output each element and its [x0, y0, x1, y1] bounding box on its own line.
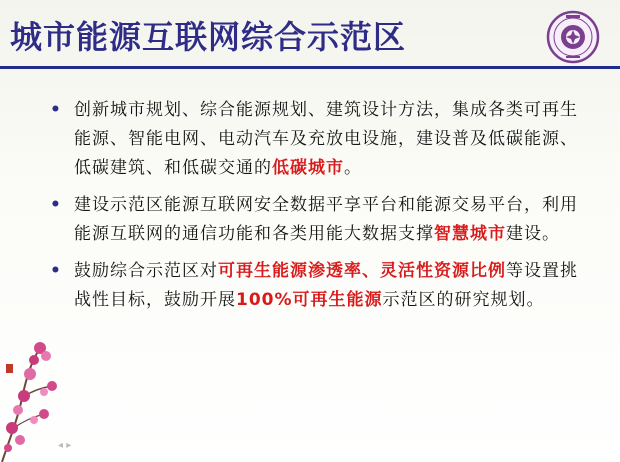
- title-divider: [0, 66, 620, 69]
- bullet-text: 建设示范区能源互联网安全数据平享平台和能源交易平台，利用能源互联网的通信功能和各类用能大数据支撑: [74, 195, 578, 244]
- bullet-item: [50, 96, 590, 183]
- emphasis-text: 100%可再生能源: [236, 290, 383, 310]
- bullet-item: [50, 257, 590, 315]
- bullet-text: 鼓励综合示范区对: [74, 261, 218, 281]
- bullet-marker: •: [50, 261, 62, 281]
- emphasis-text: 智慧城市: [434, 224, 506, 244]
- bullet-list: [50, 96, 590, 323]
- bullet-item: [50, 191, 590, 249]
- bullet-text: 建设。: [506, 224, 560, 244]
- artist-seal-icon: [6, 364, 13, 373]
- bullet-text: 。: [344, 158, 362, 178]
- university-seal-icon: [546, 10, 600, 64]
- emphasis-text: 可再生能源渗透率、灵活性资源比例: [218, 261, 506, 281]
- bullet-text: 等设置挑战性目标，鼓励开展: [74, 261, 578, 310]
- bullet-text: 创新城市规划、综合能源规划、建筑设计方法，集成各类可再生能源、智能电网、电动汽车及充放电设施，建设普及低碳能源、低碳建筑、和低碳交通的: [74, 100, 578, 178]
- slide-nav-icon[interactable]: ◂ ▸: [58, 440, 72, 451]
- plum-blossom-icon: [0, 318, 60, 462]
- bullet-marker: •: [50, 195, 62, 215]
- bullet-text: 示范区的研究规划。: [382, 290, 545, 310]
- emphasis-text: 低碳城市: [272, 158, 344, 178]
- bullet-marker: •: [50, 100, 62, 120]
- slide-title: 城市能源互联网综合示范区: [10, 18, 407, 56]
